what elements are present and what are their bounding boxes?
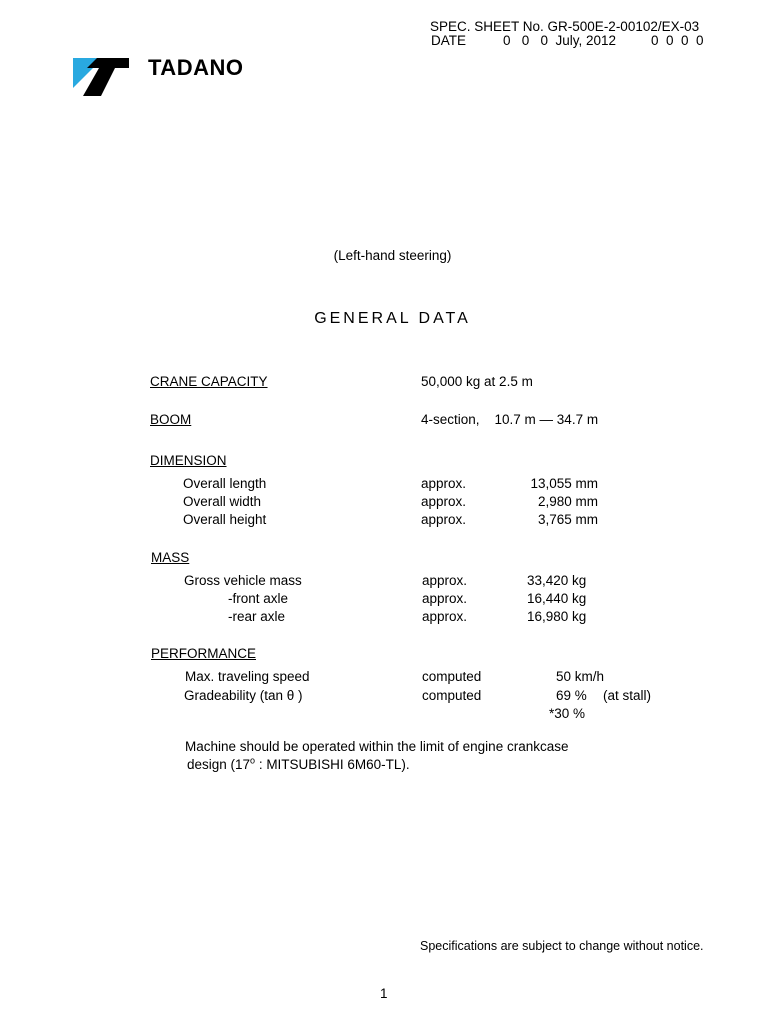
dimension-row-qualifier: approx. xyxy=(421,512,467,527)
operating-note-line2: design (17$^o$ : MITSUBISHI 6M60-TL). xyxy=(187,755,410,772)
page-number: 1 xyxy=(380,986,388,1001)
mass-label: MASS xyxy=(151,550,190,565)
mass-row-name: -front axle xyxy=(228,591,289,606)
dimension-row-name: Overall height xyxy=(183,512,267,527)
boom-value: 4-section, 10.7 m — 34.7 m xyxy=(421,412,599,427)
grade-name: Gradeability (tan θ ) xyxy=(184,688,303,703)
mass-row-name: -rear axle xyxy=(228,609,286,624)
speed-name: Max. traveling speed xyxy=(185,669,310,684)
tadano-logo-icon xyxy=(73,58,129,96)
date-tail: 0 0 0 0 xyxy=(651,33,704,48)
operating-note-line1: Machine should be operated within the limit of engine crankcase xyxy=(185,739,569,754)
dimension-row-value: 13,055 mm xyxy=(530,476,598,491)
grade-extra: *30 % xyxy=(549,706,586,721)
grade-value: 69 % xyxy=(556,688,587,703)
crane-capacity-value: 50,000 kg at 2.5 m xyxy=(421,374,533,389)
dimension-row-qualifier: approx. xyxy=(421,494,467,509)
dimension-row-name: Overall length xyxy=(183,476,267,491)
dimension-row-qualifier: approx. xyxy=(421,476,467,491)
grade-note: (at stall) xyxy=(603,688,652,703)
page-title: GENERAL DATA xyxy=(314,310,471,327)
speed-qualifier: computed xyxy=(422,669,482,684)
dimension-row-value: 2,980 mm xyxy=(537,494,598,509)
footer-disclaimer: Specifications are subject to change without notice. xyxy=(420,939,704,953)
mass-row-value: 33,420 kg xyxy=(527,573,587,588)
date-value: 0 0 0 July, 2012 xyxy=(503,33,617,48)
dimension-row-name: Overall width xyxy=(183,494,262,509)
brand-name: TADANO xyxy=(148,55,244,80)
mass-row-qualifier: approx. xyxy=(422,573,468,588)
crane-capacity-label: CRANE CAPACITY xyxy=(150,374,268,389)
boom-label: BOOM xyxy=(150,412,192,427)
mass-row-value: 16,980 kg xyxy=(527,609,587,624)
grade-qualifier: computed xyxy=(422,688,482,703)
mass-row-qualifier: approx. xyxy=(422,591,468,606)
dimension-label: DIMENSION xyxy=(150,453,227,468)
mass-row-qualifier: approx. xyxy=(422,609,468,624)
mass-row-value: 16,440 kg xyxy=(527,591,587,606)
speed-value: 50 km/h xyxy=(556,669,605,684)
performance-label: PERFORMANCE xyxy=(151,646,257,661)
dimension-row-value: 3,765 mm xyxy=(537,512,598,527)
spec-sheet-number: SPEC. SHEET No. GR-500E-2-00102/EX-03 xyxy=(430,19,700,34)
subtitle: (Left-hand steering) xyxy=(333,248,452,263)
mass-row-name: Gross vehicle mass xyxy=(184,573,302,588)
date-label: DATE xyxy=(431,33,467,48)
